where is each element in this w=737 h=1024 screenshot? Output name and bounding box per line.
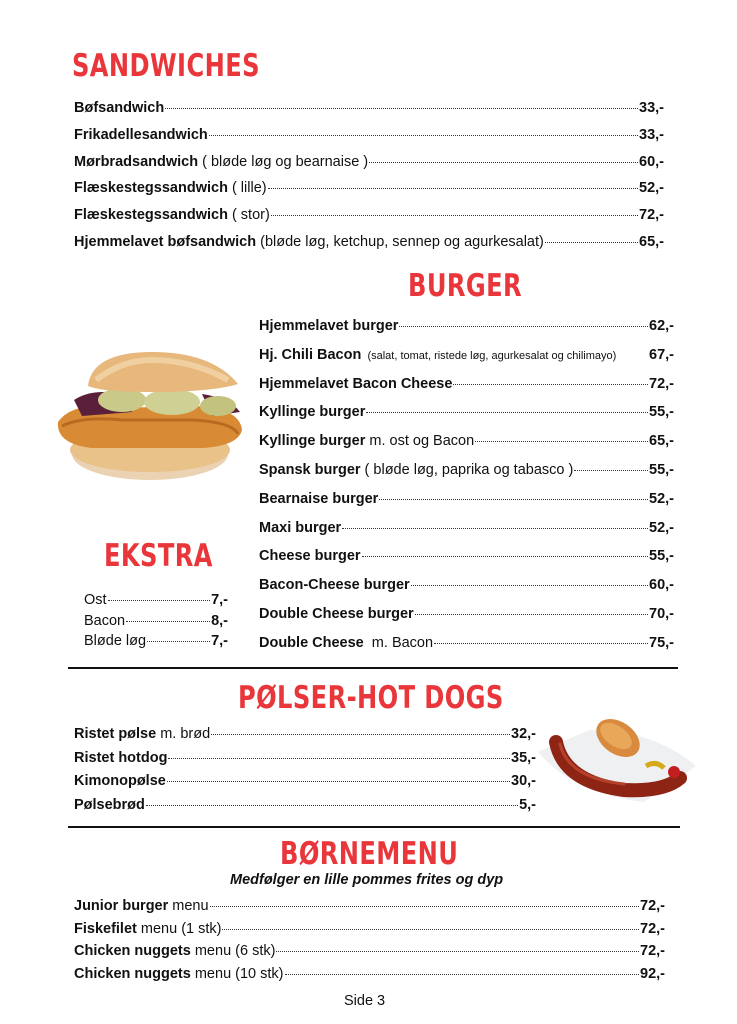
- dot-leader: [108, 600, 211, 601]
- dot-leader: [276, 951, 639, 952]
- item-price: 92,-: [640, 965, 665, 982]
- item-name: Kyllinge burger: [259, 404, 366, 421]
- item-name: Frikadellesandwich: [74, 126, 208, 143]
- polser-menu-item: [74, 773, 536, 789]
- item-description: ( lille): [227, 180, 267, 197]
- burger-menu-item: [259, 462, 674, 478]
- dot-leader: [146, 805, 518, 806]
- item-name: Hj. Chili Bacon: [259, 346, 362, 363]
- item-price: 62,-: [649, 318, 674, 334]
- item-name: Bearnaise burger: [259, 490, 379, 507]
- item-name: Bløde løg: [84, 633, 147, 649]
- sandwiches-heading: SANDWICHES: [72, 48, 260, 84]
- item-name: Bacon-Cheese burger: [259, 577, 410, 594]
- item-price: 32,-: [511, 726, 536, 742]
- item-name: Double Cheese burger: [259, 606, 414, 622]
- hotdog-image: [534, 712, 700, 804]
- polser-menu-item: [74, 750, 536, 766]
- item-price: 33,-: [639, 100, 664, 116]
- dot-leader: [362, 556, 648, 557]
- dot-leader: [209, 135, 638, 136]
- item-name: Spansk burger: [259, 462, 361, 478]
- dot-leader: [475, 441, 648, 442]
- burger-menu-item: [259, 606, 674, 622]
- sandwiches-menu-item: [74, 154, 664, 170]
- item-name: Bacon: [84, 612, 126, 629]
- item-price: 60,-: [649, 577, 674, 594]
- ekstra-menu-item: [84, 633, 228, 649]
- item-price: 70,-: [649, 606, 674, 622]
- item-price: 60,-: [639, 153, 664, 170]
- item-name: Double Cheese: [259, 634, 364, 651]
- item-price: 7,-: [211, 633, 228, 649]
- item-price: 35,-: [511, 749, 536, 766]
- item-name: Pølsebrød: [74, 796, 145, 813]
- item-price: 72,-: [649, 375, 674, 392]
- sandwiches-menu-item: [74, 127, 664, 143]
- sandwiches-menu-item: [74, 234, 664, 250]
- divider-rule: [68, 667, 678, 669]
- item-name: Hjemmelavet bøfsandwich: [74, 234, 257, 250]
- bornemenu-menu-item: [74, 921, 665, 937]
- burger-heading: BURGER: [408, 268, 523, 304]
- dot-leader: [453, 384, 648, 385]
- burger-menu-item: [259, 520, 674, 536]
- item-price: 55,-: [649, 462, 674, 478]
- sandwiches-menu-item: [74, 180, 664, 196]
- item-name: Ristet hotdog: [74, 749, 168, 766]
- dot-leader: [369, 162, 638, 163]
- item-name: Flæskestegssandwich: [74, 180, 228, 197]
- burger-menu-item: [259, 433, 674, 449]
- item-price: 75,-: [649, 634, 674, 651]
- item-price: 67,-: [649, 346, 674, 363]
- item-description: menu (6 stk): [190, 943, 276, 959]
- item-description: (salat, tomat, ristede løg, agurkesalat og chilimayo): [361, 349, 617, 362]
- bornemenu-menu-item: [74, 966, 665, 982]
- item-name: Kimonopølse: [74, 773, 166, 789]
- burger-menu-item: [259, 318, 674, 334]
- item-name: Cheese burger: [259, 548, 361, 565]
- item-price: 72,-: [640, 898, 665, 914]
- polser-heading: PØLSER-HOT DOGS: [238, 680, 504, 716]
- dot-leader: [366, 412, 648, 413]
- bornemenu-heading: BØRNEMENU: [280, 836, 459, 872]
- item-name: Junior burger: [74, 898, 169, 914]
- item-name: Chicken nuggets: [74, 965, 191, 982]
- dot-leader: [167, 781, 510, 782]
- dot-leader: [399, 326, 648, 327]
- dot-leader: [222, 929, 639, 930]
- dot-leader: [165, 108, 638, 109]
- item-name: Fiskefilet: [74, 920, 137, 937]
- sandwiches-menu-item: [74, 207, 664, 223]
- item-name: Ristet pølse: [74, 726, 157, 742]
- item-description: m. ost og Bacon: [365, 433, 475, 450]
- bornemenu-subtitle: Medfølger en lille pommes frites og dyp: [230, 872, 504, 888]
- item-description: menu: [168, 898, 209, 914]
- item-price: 52,-: [639, 180, 664, 197]
- item-description: m. Bacon: [363, 634, 434, 651]
- item-price: 33,-: [639, 126, 664, 143]
- dot-leader: [147, 641, 210, 642]
- dot-leader: [415, 614, 648, 615]
- item-description: m. brød: [156, 726, 211, 742]
- divider-rule-2: [68, 826, 680, 828]
- dot-leader: [168, 758, 510, 759]
- item-description: ( bløde løg, paprika og tabasco ): [360, 462, 574, 478]
- dot-leader: [379, 499, 648, 500]
- polser-menu-item: [74, 797, 536, 813]
- polser-menu-item: [74, 726, 536, 742]
- item-name: Hjemmelavet Bacon Cheese: [259, 375, 453, 392]
- item-name: Flæskestegssandwich: [74, 207, 228, 224]
- burger-image: [52, 350, 248, 484]
- item-name: Hjemmelavet burger: [259, 318, 399, 334]
- dot-leader: [268, 188, 638, 189]
- dot-leader: [545, 242, 638, 243]
- item-description: menu (1 stk): [136, 920, 222, 937]
- dot-leader: [210, 906, 639, 907]
- burger-menu-item: [259, 347, 674, 363]
- item-name: Maxi burger: [259, 519, 342, 536]
- item-name: Kyllinge burger: [259, 433, 366, 450]
- burger-menu-item: [259, 491, 674, 507]
- burger-menu-item: [259, 376, 674, 392]
- item-price: 52,-: [649, 490, 674, 507]
- dot-leader: [342, 528, 648, 529]
- item-price: 72,-: [640, 920, 665, 937]
- bornemenu-menu-item: [74, 898, 665, 914]
- item-price: 72,-: [639, 207, 664, 224]
- dot-leader: [285, 974, 640, 975]
- dot-leader: [271, 215, 638, 216]
- item-price: 55,-: [649, 548, 674, 565]
- item-description: menu (10 stk): [190, 965, 284, 982]
- item-name: Mørbradsandwich: [74, 153, 199, 170]
- item-price: 72,-: [640, 943, 665, 959]
- ekstra-menu-item: [84, 613, 228, 629]
- item-price: 52,-: [649, 519, 674, 536]
- item-description: ( bløde løg og bearnaise ): [198, 153, 369, 170]
- item-name: Bøfsandwich: [74, 100, 165, 116]
- dot-leader: [211, 734, 510, 735]
- item-description: (bløde løg, ketchup, sennep og agurkesalat): [256, 234, 544, 250]
- item-price: 30,-: [511, 773, 536, 789]
- page-number: Side 3: [344, 993, 386, 1009]
- item-description: ( stor): [227, 207, 270, 224]
- burger-menu-item: [259, 635, 674, 651]
- sandwiches-menu-item: [74, 100, 664, 116]
- dot-leader: [126, 621, 210, 622]
- item-price: 55,-: [649, 404, 674, 421]
- item-price: 8,-: [211, 612, 228, 629]
- burger-menu-item: [259, 548, 674, 564]
- ekstra-menu-item: [84, 592, 228, 608]
- dot-leader: [434, 643, 648, 644]
- bornemenu-menu-item: [74, 943, 665, 959]
- item-price: 65,-: [639, 234, 664, 250]
- ekstra-heading: EKSTRA: [104, 538, 213, 574]
- dot-leader: [574, 470, 648, 471]
- item-price: 65,-: [649, 433, 674, 450]
- dot-leader: [411, 585, 648, 586]
- burger-menu-item: [259, 404, 674, 420]
- item-price: 7,-: [211, 592, 228, 608]
- item-name: Chicken nuggets: [74, 943, 191, 959]
- item-name: Ost: [84, 592, 107, 608]
- item-price: 5,-: [519, 796, 536, 813]
- burger-menu-item: [259, 577, 674, 593]
